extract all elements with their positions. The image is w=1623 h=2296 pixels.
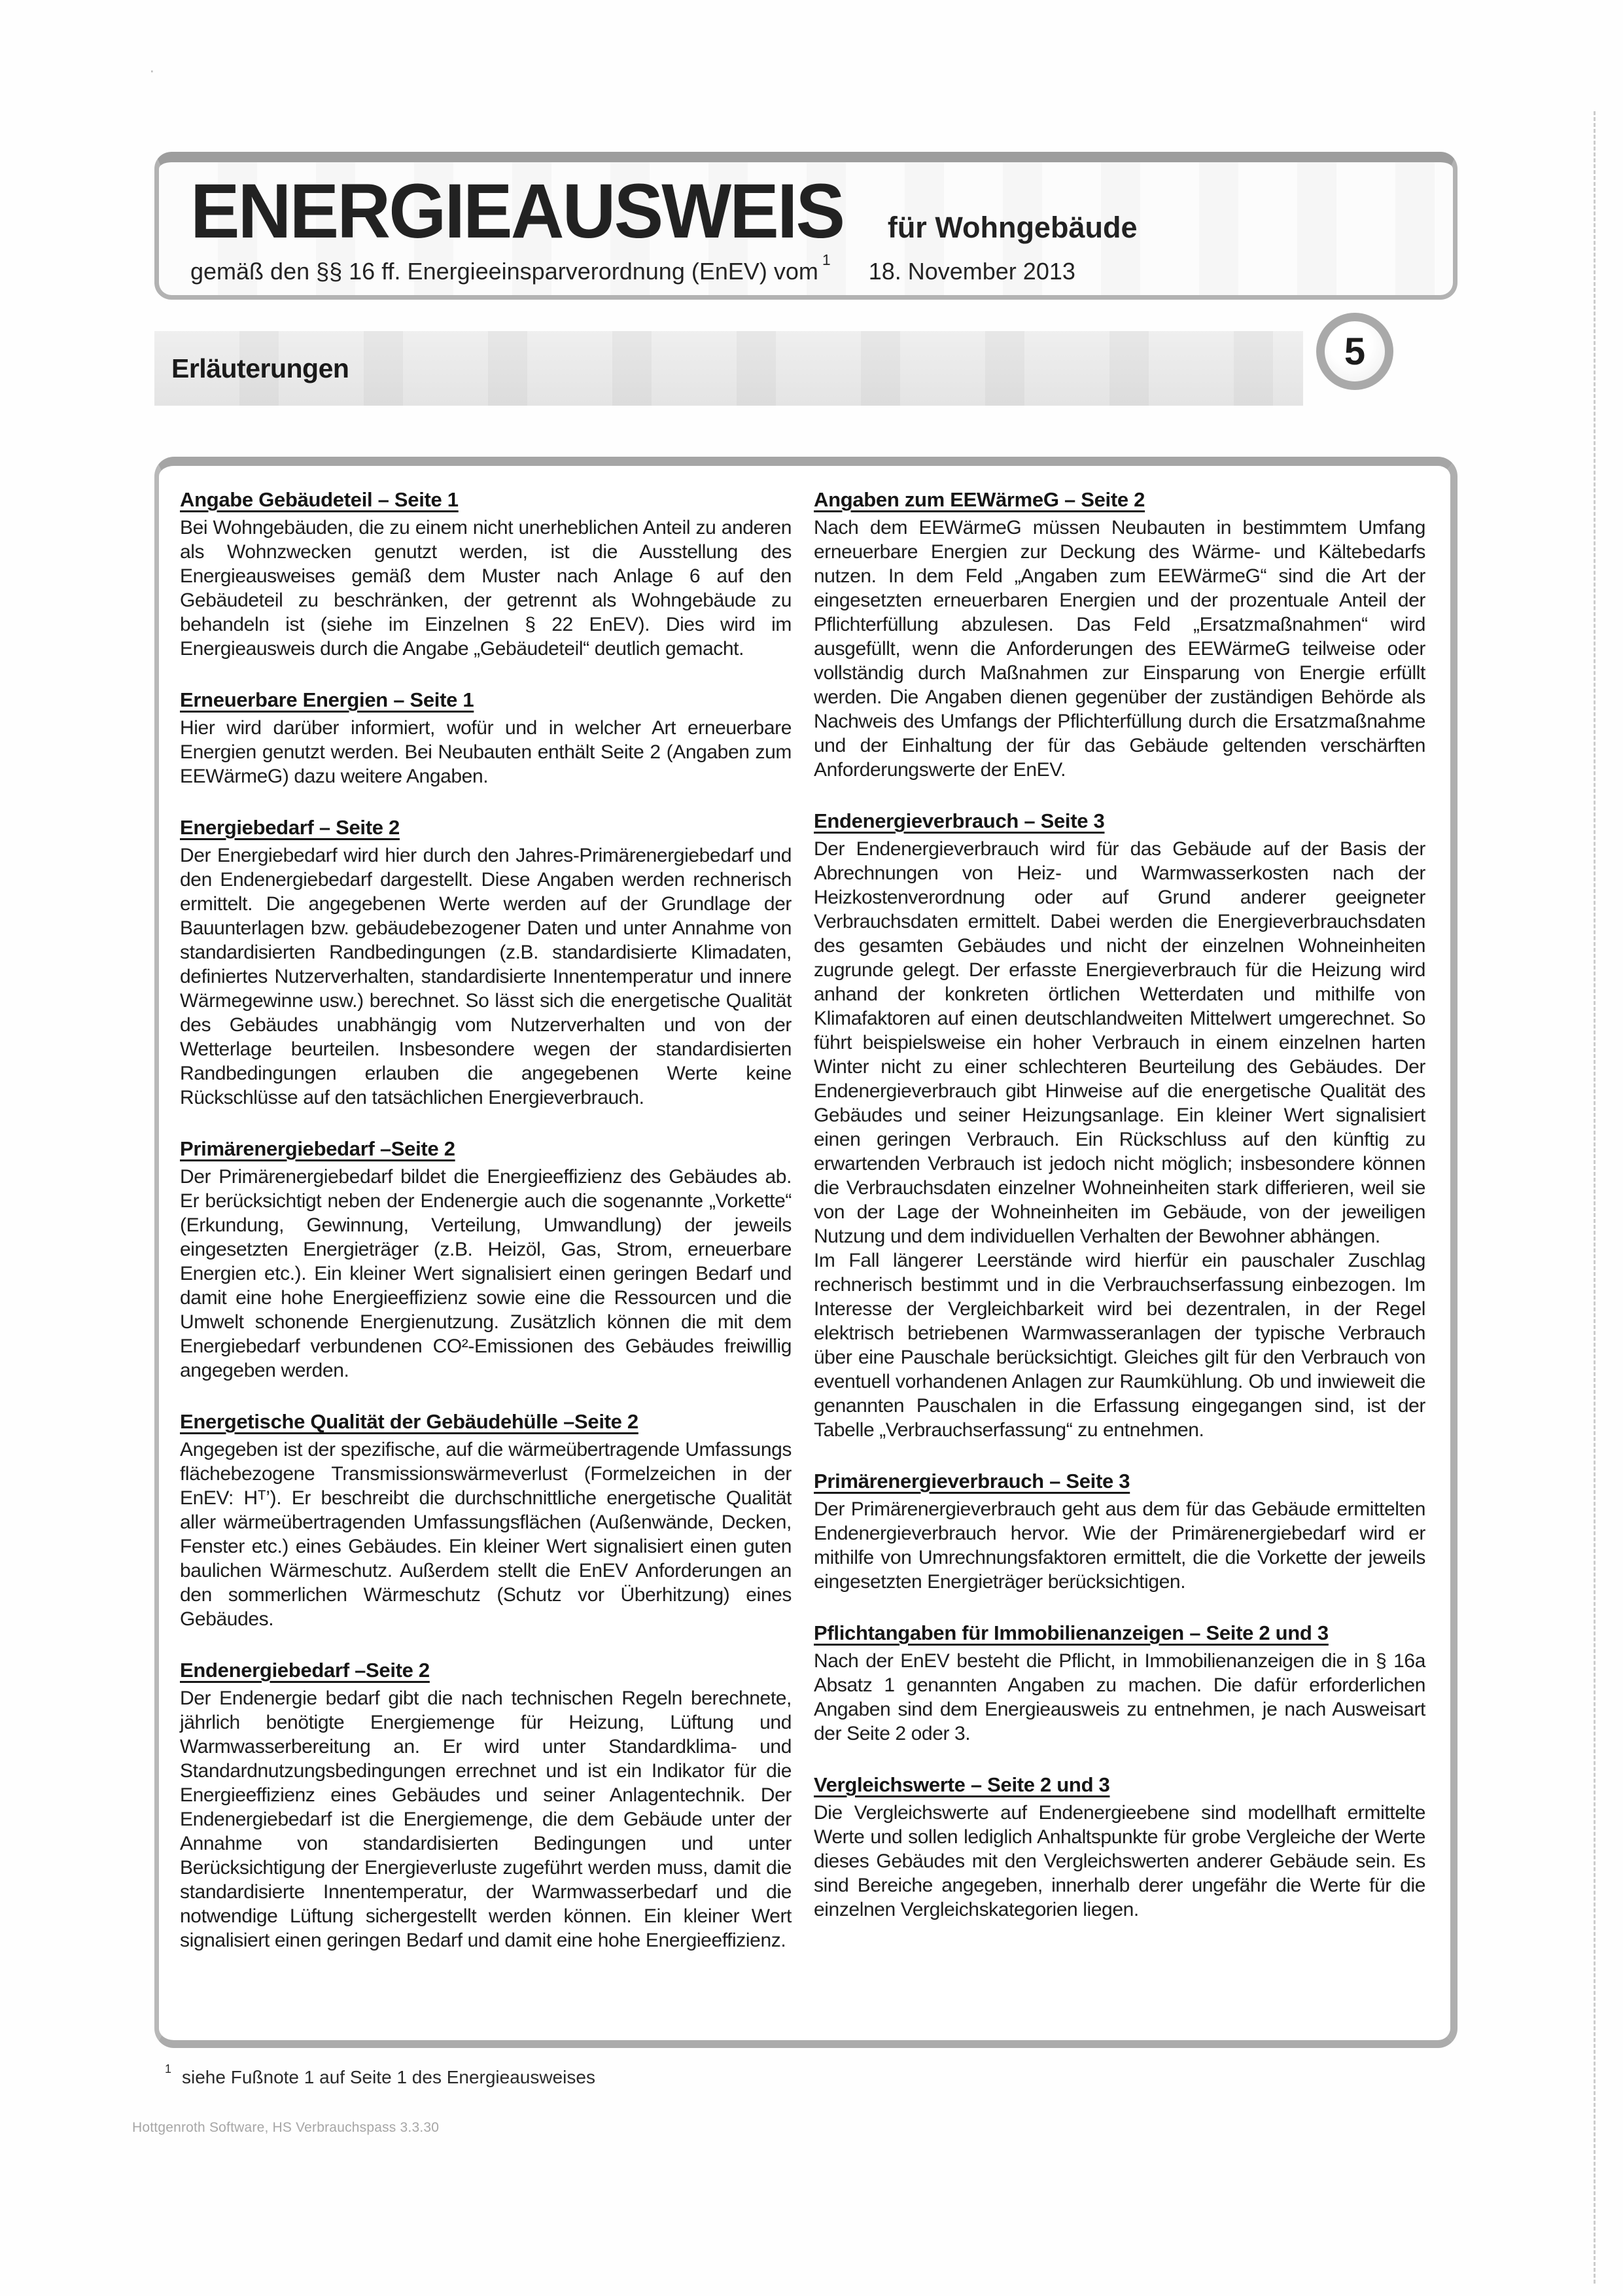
- section-paragraph: Der Primärenergieverbrauch geht aus dem für das Gebäude ermittelten Endenergieverbrauch hervor. Wie der Primärenergiebedarf wird er mithilfe von Umrechnungsfaktoren ermittelt, die die Vorkette der jeweils eingesetzten Energieträger berücksichtigen.: [814, 1498, 1425, 1593]
- law-footnote-marker: 1: [822, 251, 831, 268]
- section: [814, 1621, 1425, 1746]
- column-left: [180, 488, 792, 2024]
- section-heading: Erneuerbare Energien – Seite 1: [180, 688, 474, 711]
- section-paragraph: Der Energiebedarf wird hier durch den Jahres-Primärenergiebedarf und den Endenergiebedarf dargestellt. Diese Angaben werden rechnerisch ermittelt. Die angegebenen Werte werden auf der Grundlage der Bauunterlagen bzw. gebäudebezogener Daten und unter Annahme von standardisierten Randbedingungen (z.B. standardisierte Klimadaten, definiertes Nutzerverhalten, standardisierte Innentemperatur und innere Wärmegewinne usw.) berechnet. So lässt sich die energetische Qualität des Gebäudes unabhängig vom Nutzerverhalten und von der Wetterlage beurteilen. Insbesondere wegen der standardisierten Randbedingungen erlauben die angegebenen Werte keine Rückschlüsse auf den tatsächlichen Energieverbrauch.: [180, 845, 792, 1108]
- section: [814, 488, 1425, 782]
- content-box: [154, 457, 1457, 2048]
- section-paragraph: Der Endenergieverbrauch wird für das Gebäude auf der Basis der Abrechnungen von Heiz- und Warmwasserkosten nach der Heizkostenverordnung oder auf Grund anderer geeigneter Verbrauchsdaten ermittelt. Dabei werden die Energieverbrauchsdaten des gesamten Gebäudes und nicht der einzelnen Wohneinheiten zugrunde gelegt. Der erfasste Energieverbrauch für die Heizung wird anhand der konkreten örtlichen Wetterdaten und mithilfe von Klimafaktoren auf einen deutschlandweiten Mittelwert umgerechnet. So führt beispielsweise ein hoher Verbrauch in einem einzelnen harten Winter nicht zu einer schlechteren Beurteilung des Gebäudes. Der Endenergieverbrauch gibt Hinweise auf die energetische Qualität des Gebäudes und seiner Heizungsanlage. Ein kleiner Wert signalisiert einen geringen Verbrauch. Ein Rückschluss auf den künftig zu erwartenden Verbrauch ist jedoch nicht möglich; insbesondere können die Verbrauchsdaten einzelner Wohneinheiten stark differieren, weil sie von der Lage der Wohneinheiten im Gebäude, von der jeweiligen Nutzung und dem individuellen Verhalten der Bewohner abhängen.: [814, 838, 1425, 1247]
- section: [814, 809, 1425, 1442]
- section-heading: Angaben zum EEWärmeG – Seite 2: [814, 488, 1145, 511]
- header-box: [154, 152, 1457, 300]
- scan-speck: ·: [149, 60, 155, 80]
- section: [180, 1137, 792, 1383]
- section: [180, 816, 792, 1110]
- title-row: [190, 168, 1453, 255]
- section: [814, 1470, 1425, 1594]
- law-date: 18. November 2013: [868, 257, 1075, 285]
- page-number-badge: [1316, 313, 1393, 390]
- footnote-text: siehe Fußnote 1 auf Seite 1 des Energieausweises: [182, 2067, 595, 2087]
- section-bar: [154, 331, 1303, 406]
- column-right: [814, 488, 1425, 2024]
- section-heading: Endenergiebedarf –Seite 2: [180, 1659, 430, 1682]
- footnote-marker: 1: [165, 2062, 172, 2075]
- section-heading: Vergleichswerte – Seite 2 und 3: [814, 1773, 1110, 1796]
- section: [180, 1410, 792, 1631]
- section-paragraph: Der Primärenergiebedarf bildet die Energieeffizienz des Gebäudes ab. Er berücksichtigt neben der Endenergie auch die sogenannte „Vorkette“ (Erkundung, Gewinnung, Verteilung, Umwandlung) der jeweils eingesetzten Energieträger (z.B. Heizöl, Gas, Strom, erneuerbare Energien etc.). Ein kleiner Wert signalisiert einen geringen Bedarf und damit eine hohe Energieeffizienz sowie eine die Ressourcen und die Umwelt schonende Energienutzung. Zusätzlich können die mit dem Energiebedarf verbundenen CO²-Emissionen des Gebäudes freiwillig angegeben werden.: [180, 1166, 792, 1381]
- section-heading: Energetische Qualität der Gebäudehülle –Seite 2: [180, 1410, 638, 1433]
- section-heading: Energiebedarf – Seite 2: [180, 816, 400, 839]
- title-suffix: für Wohngebäude: [887, 211, 1138, 244]
- footer-software-label: Hottgenroth Software, HS Verbrauchspass 3.3.30: [132, 2120, 440, 2135]
- footnote: [165, 2062, 595, 2088]
- section-heading: Endenergieverbrauch – Seite 3: [814, 809, 1105, 832]
- section-heading: Angabe Gebäudeteil – Seite 1: [180, 488, 459, 511]
- section-paragraph: Nach dem EEWärmeG müssen Neubauten in bestimmtem Umfang erneuerbare Energien zur Deckung des Wärme- und Kältebedarfs nutzen. In dem Feld „Angaben zum EEWärmeG“ sind die Art der eingesetzten erneuerbaren Energien und der prozentuale Anteil der Pflichterfüllung abzulesen. Das Feld „Ersatzmaßnahmen“ wird ausgefüllt, wenn die Anforderungen des EEWärmeG teilweise oder vollständig durch Maßnahmen zur Einsparung von Energie erfüllt werden. Die Angaben dienen gegenüber der zuständigen Behörde als Nachweis des Umfangs der Pflichterfüllung durch die Ersatzmaßnahme und der Einhaltung der für das Gebäude geltenden verschärften Anforderungswerte der EnEV.: [814, 517, 1425, 781]
- section: [180, 1659, 792, 1952]
- section-paragraph: Nach der EnEV besteht die Pflicht, in Immobilienanzeigen die in § 16a Absatz 1 genannten Angaben zu machen. Die dafür erforderlichen Angaben sind dem Energieausweis zu entnehmen, je nach Ausweisart der Seite 2 oder 3.: [814, 1650, 1425, 1744]
- section-paragraph: Die Vergleichswerte auf Endenergieebene sind modellhaft ermittelte Werte und sollen lediglich Anhaltspunkte für grobe Vergleiche der Werte dieses Gebäudes mit den Vergleichswerten anderer Gebäude sein. Es sind Bereiche angegeben, innerhalb derer ungefähr die Werte für die einzelnen Vergleichskategorien liegen.: [814, 1802, 1425, 1920]
- section-heading: Pflichtangaben für Immobilienanzeigen – Seite 2 und 3: [814, 1621, 1329, 1644]
- section-paragraph: Hier wird darüber informiert, wofür und in welcher Art erneuerbare Energien genutzt werden. Bei Neubauten enthält Seite 2 (Angaben zum EEWärmeG) dazu weitere Angaben.: [180, 717, 792, 787]
- law-text: gemäß den §§ 16 ff. Energieeinsparverordnung (EnEV) vom: [190, 257, 818, 285]
- section: [814, 1773, 1425, 1922]
- law-line: [190, 251, 1453, 285]
- section-paragraph: Bei Wohngebäuden, die zu einem nicht unerheblichen Anteil zu anderen als Wohnzwecken genutzt werden, ist die Ausstellung des Energieausweises gemäß dem Muster nach Anlage 6 auf den Gebäudeteil zu beschränken, der getrennt als Wohngebäude zu behandeln ist (siehe im Einzelnen § 22 EnEV). Dies wird im Energieausweis durch die Angabe „Gebäudeteil“ deutlich gemacht.: [180, 517, 792, 660]
- section-paragraph: Angegeben ist der spezifische, auf die wärmeübertragende Umfassungs flächebezogene Transmissionswärmeverlust (Formelzeichen in der EnEV: Hᵀ’). Er beschreibt die durchschnittliche energetische Qualität aller wärmeübertragenden Umfassungsflächen (Außenwände, Decken, Fenster etc.) eines Gebäudes. Ein kleiner Wert signalisiert einen guten baulichen Wärmeschutz. Außerdem stellt die EnEV Anforderungen an den sommerlichen Wärmeschutz (Schutz vor Überhitzung) eines Gebäudes.: [180, 1439, 792, 1630]
- section-paragraph: Der Endenergie bedarf gibt die nach technischen Regeln berechnete, jährlich benötigte Energiemenge für Heizung, Lüftung und Warmwasserbereitung an. Er wird unter Standardklima- und Standardnutzungsbedingungen errechnet und ist ein Indikator für die Energieeffizienz eines Gebäudes und seiner Anlagentechnik. Der Endenergiebedarf ist die Energiemenge, die dem Gebäude unter der Annahme von standardisierten Bedingungen und unter Berücksichtigung der Energieverluste zugeführt werden muss, damit die standardisierte Innentemperatur, der Warmwasserbedarf und die notwendige Lüftung sichergestellt werden können. Ein kleiner Wert signalisiert einen geringen Bedarf und damit eine hohe Energieeffizienz.: [180, 1687, 792, 1951]
- section: [180, 688, 792, 788]
- page-number: 5: [1344, 330, 1366, 373]
- section: [180, 488, 792, 661]
- section-paragraph: Im Fall längerer Leerstände wird hierfür ein pauschaler Zuschlag rechnerisch bestimmt und in die Verbrauchserfassung einbezogen. Im Interesse der Vergleichbarkeit wird bei dezentralen, in der Regel elektrisch betriebenen Warmwasseranlagen der typische Verbrauch über eine Pauschale berücksichtigt. Gleiches gilt für den Verbrauch von eventuell vorhandenen Anlagen zur Raumkühlung. Ob und inwieweit die genannten Pauschalen in die Erfassung eingegangen sind, ist der Tabelle „Verbrauchserfassung“ zu entnehmen.: [814, 1250, 1425, 1441]
- section-heading: Primärenergieverbrauch – Seite 3: [814, 1470, 1130, 1492]
- section-heading: Primärenergiebedarf –Seite 2: [180, 1137, 455, 1160]
- scan-edge-line: [1594, 111, 1596, 2284]
- page-title: ENERGIEAUSWEIS: [190, 168, 844, 255]
- section-bar-label: Erläuterungen: [171, 353, 349, 383]
